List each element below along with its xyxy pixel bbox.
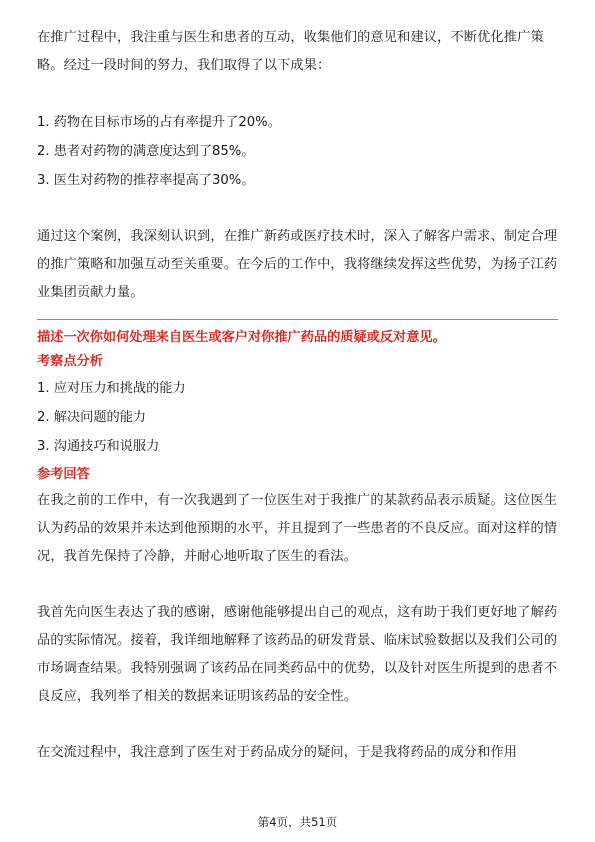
interview-question: 描述一次你如何处理来自医生或客户对你推广药品的质疑或反对意见。: [37, 330, 446, 345]
spacer: [37, 80, 558, 108]
section-divider: [37, 319, 558, 320]
analysis-item: 2. 解决问题的能力: [37, 410, 147, 425]
page-number: 第4页，共51页: [257, 815, 338, 829]
analysis-heading: 考察点分析: [37, 354, 103, 369]
conclusion-paragraph: 通过这个案例，我深刻认识到，在推广新药或医疗技术时，深入了解客户需求、制定合理的推广策略和加强互动至关重要。在今后的工作中，我将继续发挥这些优势，为扬子江药业集团贡献力量。: [37, 229, 558, 300]
intro-paragraph: 在推广过程中，我注重与医生和患者的互动，收集他们的意见和建议，不断优化推广策略。经过一段时间的努力，我们取得了以下成果：: [37, 30, 544, 73]
answer-paragraph: 我首先向医生表达了我的感谢，感谢他能够提出自己的观点，这有助于我们更好地了解药品的实际情况。接着，我详细地解释了该药品的研发背景、临床试验数据以及我们公司的市场调查结果。我特别强调了该药品在同类药品中的优势，以及针对医生所提到的患者不良反应，我列举了相关的数据来证明该药品的安全性。: [37, 605, 558, 704]
analysis-item: 1. 应对压力和挑战的能力: [37, 381, 186, 396]
result-item: 3. 医生对药物的推荐率提高了30%。: [37, 173, 255, 188]
answer-paragraph: 在交流过程中，我注意到了医生对于药品成分的疑问，于是我将药品的成分和作用: [37, 745, 518, 760]
spacer: [37, 195, 558, 223]
spacer: [37, 711, 558, 739]
results-list: [37, 108, 558, 195]
analysis-list: [37, 374, 558, 461]
answer-paragraph: 在我之前的工作中，有一次我遇到了一位医生对于我推广的某款药品表示质疑。这位医生认为药品的效果并未达到他预期的水平，并且提到了一些患者的不良反应。面对这样的情况，我首先保持了冷静，并耐心地听取了医生的看法。: [37, 493, 558, 564]
answer-heading: 参考回答: [37, 467, 90, 482]
result-item: 2. 患者对药物的满意度达到了85%。: [37, 144, 255, 159]
spacer: [37, 571, 558, 599]
analysis-item: 3. 沟通技巧和说服力: [37, 439, 160, 454]
result-item: 1. 药物在目标市场的占有率提升了20%。: [37, 115, 281, 130]
